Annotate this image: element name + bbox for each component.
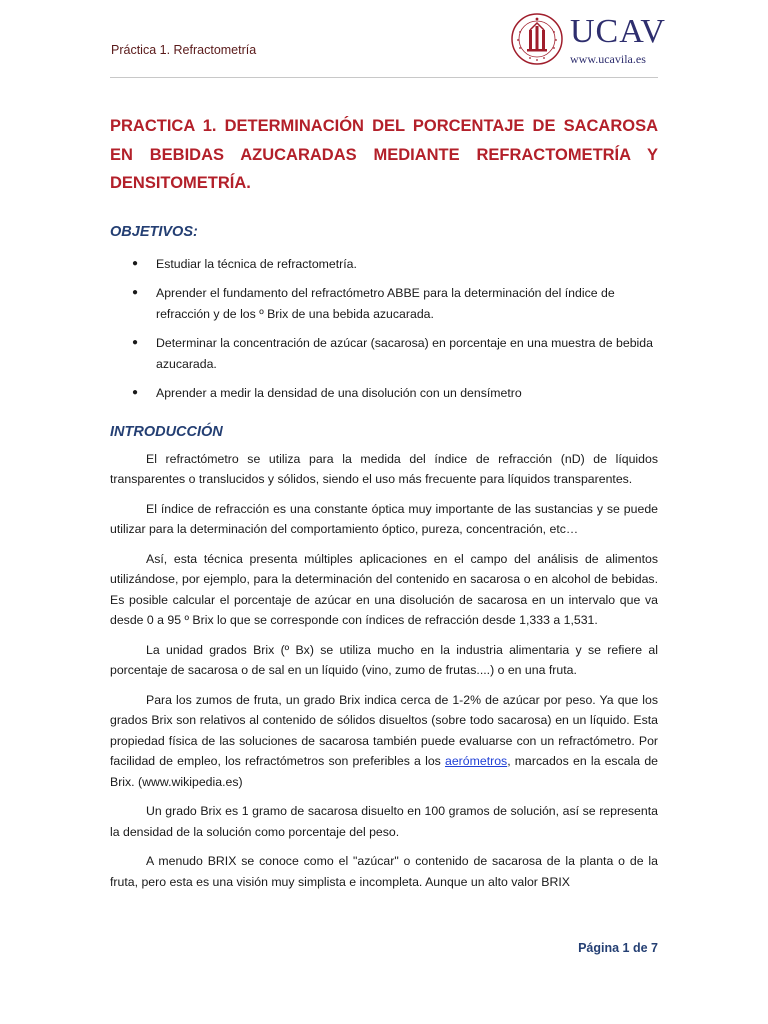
objective-text: Aprender el fundamento del refractómetro ABBE para la determinación del índice de refracción y de los º Brix de una bebida azucarada.	[156, 286, 615, 321]
paragraph: Un grado Brix es 1 gramo de sacarosa disuelto en 100 gramos de solución, así se representa la densidad de la solución como porcentaje del peso.	[110, 804, 658, 839]
bullet-icon: ●	[132, 387, 139, 398]
bullet-icon: ●	[132, 337, 139, 348]
ucav-logo	[510, 12, 666, 70]
paragraph	[110, 690, 658, 793]
page-header	[0, 0, 768, 80]
paragraph-text: Para los zumos de fruta, un grado Brix indica cerca de 1-2% de azúcar por peso. Ya que los grados Brix son relativos al contenido de sólidos disueltos (sobre todo sacarosa) en un líquido. Esta propiedad física de las soluciones de sacarosa también puede evaluarse con un refractómetro. Por facilidad de empleo, los refractómetros son preferibles a los	[110, 692, 658, 768]
paragraph: El refractómetro se utiliza para la medida del índice de refracción (nD) de líquidos transparentes o translucidos y sólidos, siendo el uso más frecuente para líquidos transparentes.	[110, 451, 658, 486]
objectives-list	[110, 254, 658, 404]
objective-text: Determinar la concentración de azúcar (sacarosa) en porcentaje en una muestra de bebida azucarada.	[156, 336, 653, 371]
objective-item	[110, 254, 658, 275]
aerometros-link[interactable]: aerómetros	[445, 754, 508, 768]
document-title: PRACTICA 1. DETERMINACIÓN DEL PORCENTAJE DE SACAROSA EN BEBIDAS AZUCARADAS MEDIANTE REFRACTOMETRÍA Y DENSITOMETRÍA.	[110, 117, 658, 192]
header-title: Práctica 1. Refractometría	[111, 43, 257, 57]
page-number: Página 1 de 7	[578, 941, 658, 955]
introduction-text	[110, 449, 658, 893]
introduction-heading: INTRODUCCIÓN	[110, 423, 223, 440]
paragraph: La unidad grados Brix (º Bx) se utiliza mucho en la industria alimentaria y se refiere al porcentaje de sacarosa o de sal en un líquido (vino, zumo de frutas....) o en una fruta.	[110, 642, 658, 677]
document-body	[110, 112, 658, 901]
objective-text: Estudiar la técnica de refractometría.	[156, 256, 357, 271]
objective-item	[110, 333, 658, 374]
header-divider	[110, 77, 658, 78]
bullet-icon: ●	[132, 257, 139, 269]
paragraph: Así, esta técnica presenta múltiples aplicaciones en el campo del análisis de alimentos utilizándose, por ejemplo, para la determinación del contenido en sacarosa o en alcohol de bebidas. Es posible calcular el porcentaje de azúcar en una disolución de sacarosa en un intervalo que va desde 0 a 95 º Brix lo que se corresponde con índices de refracción desde 1,333 a 1,531.	[110, 551, 658, 627]
objectives-heading: OBJETIVOS:	[110, 223, 198, 240]
paragraph: El índice de refracción es una constante óptica muy importante de las sustancias y se puede utilizar para la determinación del comportamiento óptico, pureza, concentración, etc…	[110, 501, 658, 536]
logo-url: www.ucavila.es	[570, 52, 646, 66]
university-seal-icon	[510, 12, 564, 66]
bullet-icon: ●	[132, 287, 139, 298]
paragraph-text: , marcados en la escala de Brix. (www.wikipedia.es)	[110, 754, 659, 789]
objective-item	[110, 283, 658, 324]
objective-item	[110, 383, 658, 404]
paragraph: A menudo BRIX se conoce como el "azúcar" o contenido de sacarosa de la planta o de la fruta, pero esta es una visión muy simplista e incompleta. Aunque un alto valor BRIX	[110, 854, 658, 889]
logo-text: UCAV	[570, 13, 666, 50]
objective-text: Aprender a medir la densidad de una disolución con un densímetro	[156, 386, 522, 400]
